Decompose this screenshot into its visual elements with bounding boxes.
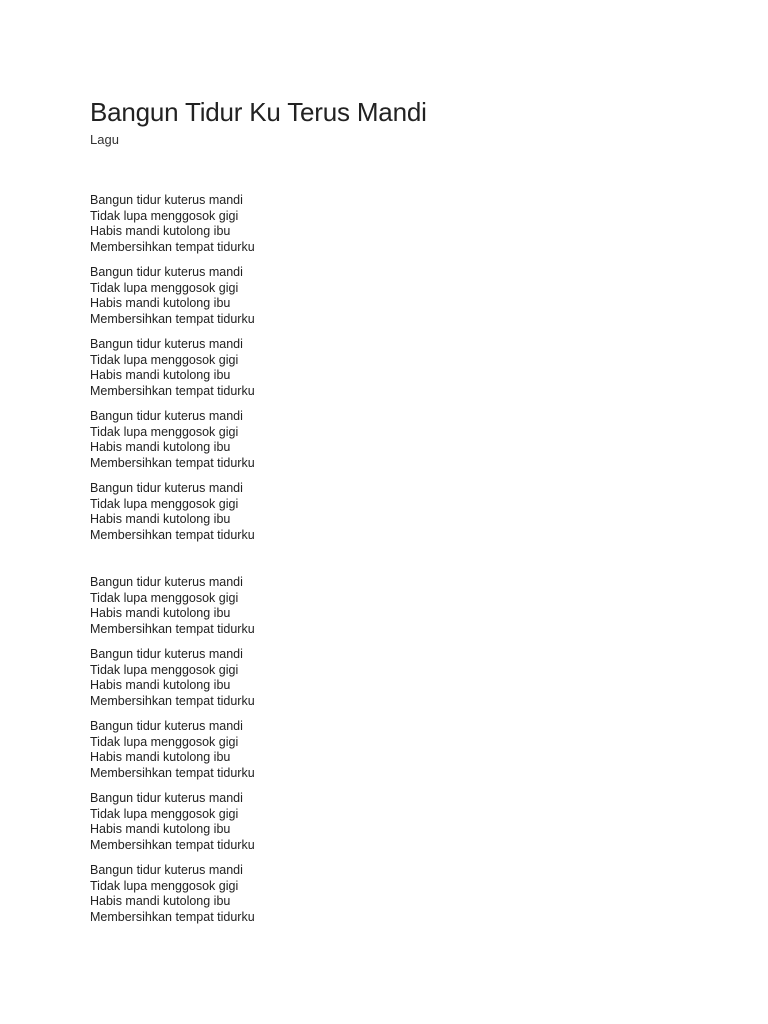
- lyric-line: Habis mandi kutolong ibu: [90, 606, 231, 620]
- lyric-line: Bangun tidur kuterus mandi: [90, 791, 243, 805]
- lyric-line: Tidak lupa menggosok gigi: [90, 208, 239, 223]
- lyric-line: Membersihkan tempat tidurku: [90, 239, 255, 254]
- lyric-line: Habis mandi kutolong ibu: [90, 368, 231, 382]
- lyric-line: Bangun tidur kuterus mandi: [90, 575, 243, 589]
- stanza: [90, 575, 730, 637]
- stanza: [90, 409, 730, 471]
- lyric-line: Bangun tidur kuterus mandi: [90, 265, 243, 279]
- stanza: [90, 791, 730, 853]
- lyric-line: Habis mandi kutolong ibu: [90, 440, 231, 454]
- stanza: [90, 647, 730, 709]
- lyric-line: Habis mandi kutolong ibu: [90, 750, 231, 764]
- lyric-line: Bangun tidur kuterus mandi: [90, 719, 243, 733]
- lyric-line: Bangun tidur kuterus mandi: [90, 863, 243, 877]
- lyric-line: Tidak lupa menggosok gigi: [90, 280, 239, 295]
- stanza: [90, 863, 730, 925]
- lyric-line: Habis mandi kutolong ibu: [90, 224, 231, 238]
- lyrics-group-1: [90, 193, 730, 553]
- lyric-line: Tidak lupa menggosok gigi: [90, 878, 239, 893]
- document-title: Bangun Tidur Ku Terus Mandi: [90, 97, 427, 127]
- lyric-line: Bangun tidur kuterus mandi: [90, 481, 243, 495]
- lyric-line: Tidak lupa menggosok gigi: [90, 806, 239, 821]
- lyric-line: Tidak lupa menggosok gigi: [90, 662, 239, 677]
- lyric-line: Membersihkan tempat tidurku: [90, 527, 255, 542]
- document-page: [90, 95, 730, 924]
- lyric-line: Habis mandi kutolong ibu: [90, 512, 231, 526]
- lyric-line: Bangun tidur kuterus mandi: [90, 193, 243, 207]
- lyric-line: Habis mandi kutolong ibu: [90, 296, 231, 310]
- lyric-line: Tidak lupa menggosok gigi: [90, 424, 239, 439]
- stanza: [90, 193, 730, 255]
- lyric-line: Membersihkan tempat tidurku: [90, 909, 255, 924]
- lyric-line: Tidak lupa menggosok gigi: [90, 590, 239, 605]
- lyric-line: Habis mandi kutolong ibu: [90, 678, 231, 692]
- lyric-line: Bangun tidur kuterus mandi: [90, 337, 243, 351]
- lyric-line: Membersihkan tempat tidurku: [90, 455, 255, 470]
- lyric-line: Membersihkan tempat tidurku: [90, 311, 255, 326]
- stanza: [90, 481, 730, 543]
- lyrics-group-2: [90, 575, 730, 935]
- lyric-line: Membersihkan tempat tidurku: [90, 693, 255, 708]
- lyric-line: Membersihkan tempat tidurku: [90, 621, 255, 636]
- stanza: [90, 265, 730, 327]
- document-subtitle: Lagu: [90, 132, 119, 147]
- lyric-line: Tidak lupa menggosok gigi: [90, 734, 239, 749]
- lyric-line: Bangun tidur kuterus mandi: [90, 409, 243, 423]
- lyric-line: Tidak lupa menggosok gigi: [90, 496, 239, 511]
- lyric-line: Membersihkan tempat tidurku: [90, 383, 255, 398]
- lyric-line: Membersihkan tempat tidurku: [90, 765, 255, 780]
- lyric-line: Habis mandi kutolong ibu: [90, 894, 231, 908]
- lyric-line: Bangun tidur kuterus mandi: [90, 647, 243, 661]
- lyric-line: Tidak lupa menggosok gigi: [90, 352, 239, 367]
- stanza: [90, 337, 730, 399]
- lyric-line: Membersihkan tempat tidurku: [90, 837, 255, 852]
- stanza: [90, 719, 730, 781]
- lyric-line: Habis mandi kutolong ibu: [90, 822, 231, 836]
